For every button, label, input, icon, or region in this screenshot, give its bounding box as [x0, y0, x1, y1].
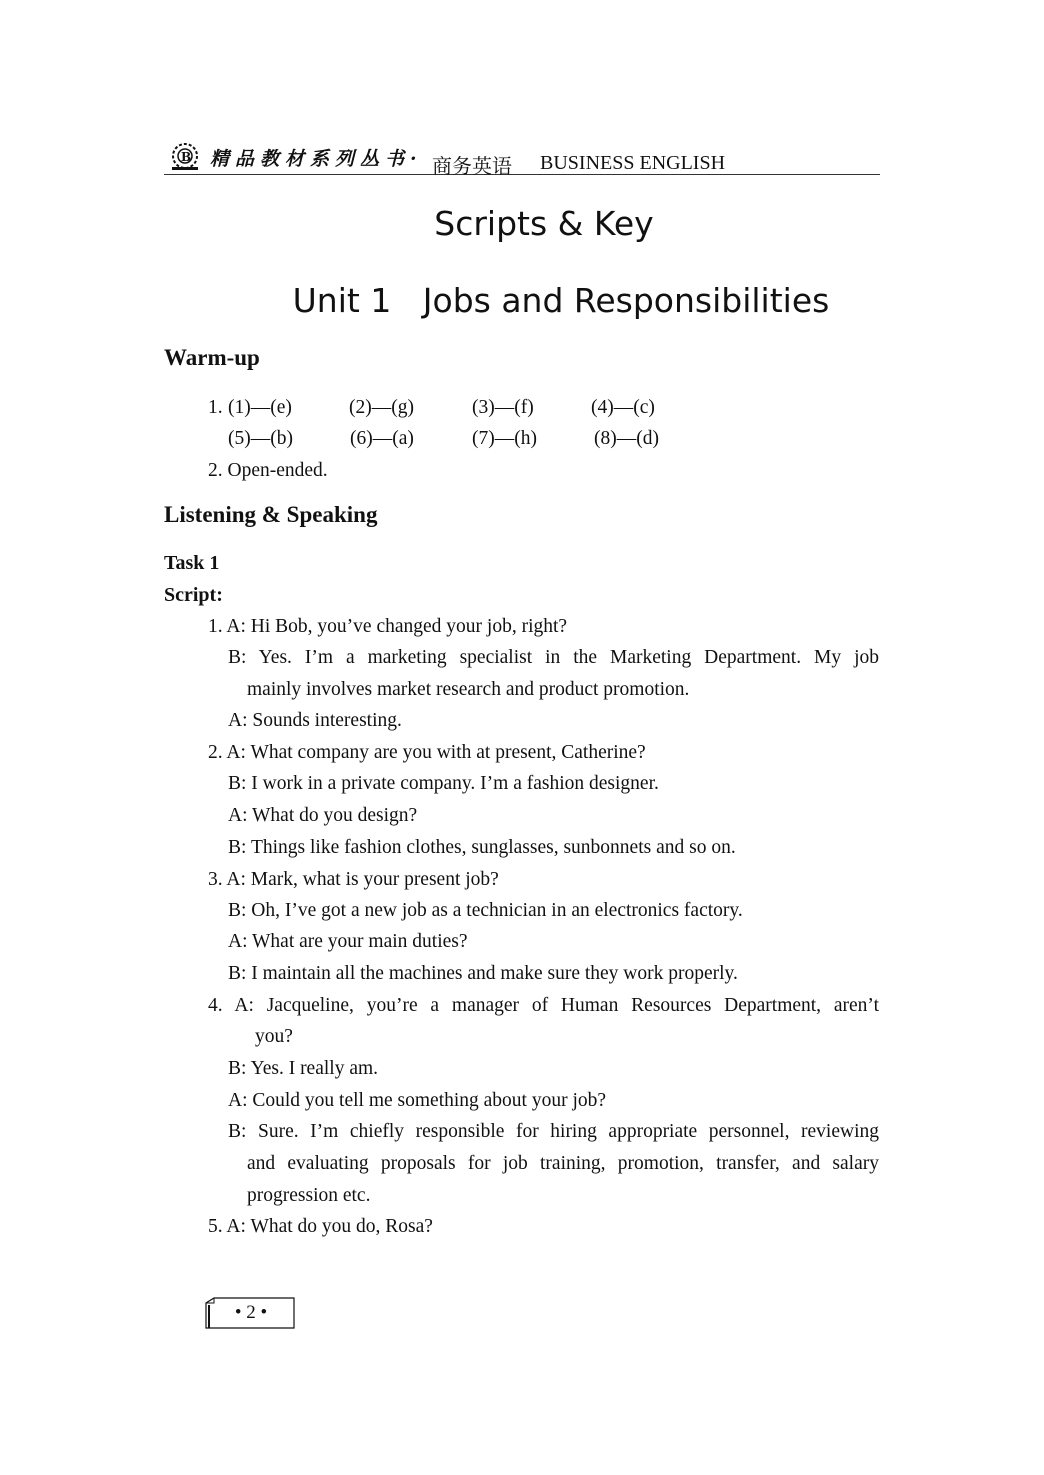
dialogue-line: and evaluating proposals for job training, promotion, transfer, and salary [247, 1153, 879, 1174]
dialogue-line: mainly involves market research and product promotion. [247, 679, 690, 700]
dialogue-line: A: What do you design? [228, 805, 418, 826]
dialogue-line: B: Sure. I’m chiefly responsible for hiring appropriate personnel, reviewing [228, 1121, 879, 1142]
section-heading-listening: Listening & Speaking [164, 502, 378, 527]
subject-chinese: 商务英语 [432, 154, 512, 178]
dialogue-line: 5. A: What do you do, Rosa? [208, 1216, 433, 1237]
question-number: 1. [208, 397, 223, 418]
dialogue-line: A: What are your main duties? [228, 931, 468, 952]
script-label: Script: [164, 584, 223, 606]
dialogue-line: B: I maintain all the machines and make sure they work properly. [228, 963, 738, 984]
dialogue-line: you? [255, 1026, 293, 1047]
answer-item: (2)—(g) [349, 397, 414, 418]
page-title: Scripts & Key [434, 204, 654, 243]
dialogue-line: progression etc. [247, 1185, 371, 1206]
answer-item: (1)—(e) [228, 397, 292, 418]
dialogue-line: A: Sounds interesting. [228, 710, 402, 731]
dialogue-line: B: Yes. I’m a marketing specialist in the Marketing Department. My job [228, 647, 879, 668]
unit-title: Unit 1 Jobs and Responsibilities [292, 281, 830, 320]
page-number: • 2 • [234, 1302, 268, 1323]
answer-item: (6)—(a) [350, 428, 414, 449]
dialogue-line: 1. A: Hi Bob, you’ve changed your job, right? [208, 616, 568, 637]
publisher-logo-icon [168, 142, 202, 172]
dialogue-line: B: I work in a private company. I’m a fashion designer. [228, 773, 659, 794]
dialogue-line: B: Things like fashion clothes, sunglasses, sunbonnets and so on. [228, 837, 736, 858]
dialogue-line: A: Could you tell me something about your job? [228, 1090, 607, 1111]
answer-line: 2. Open-ended. [208, 460, 328, 481]
series-name: 精品教材系列丛书· [210, 148, 423, 170]
dialogue-line: 2. A: What company are you with at present, Catherine? [208, 742, 646, 763]
answer-item: (4)—(c) [591, 397, 655, 418]
answer-item: (7)—(h) [472, 428, 537, 449]
task-heading: Task 1 [164, 552, 220, 574]
dialogue-line: B: Oh, I’ve got a new job as a technician in an electronics factory. [228, 900, 743, 921]
answer-item: (5)—(b) [228, 428, 293, 449]
running-header [164, 140, 880, 178]
dialogue-line: B: Yes. I really am. [228, 1058, 379, 1079]
subject-english: BUSINESS ENGLISH [540, 152, 726, 174]
dialogue-line: 4. A: Jacqueline, you’re a manager of Human Resources Department, aren’t [208, 995, 879, 1016]
section-heading-warmup: Warm-up [164, 345, 260, 370]
answer-item: (3)—(f) [472, 397, 534, 418]
svg-text:B: B [181, 150, 192, 164]
dialogue-line: 3. A: Mark, what is your present job? [208, 869, 499, 890]
page-number-box [204, 1297, 294, 1327]
answer-item: (8)—(d) [594, 428, 659, 449]
